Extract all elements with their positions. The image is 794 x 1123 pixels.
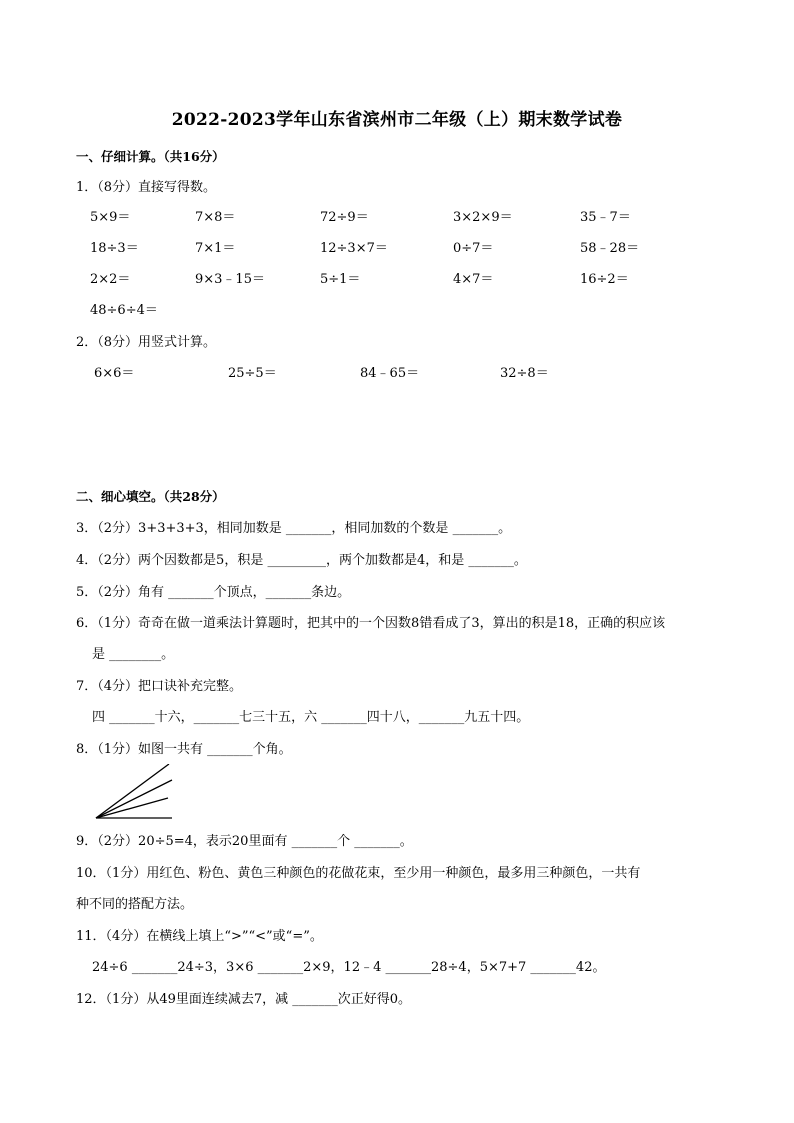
angle-ray — [96, 798, 168, 818]
question-6: 6．（1分）奇奇在做一道乘法计算题时，把其中的一个因数8错看成了3，算出的积是18，正确的积应该 — [76, 616, 666, 631]
calc-item: 35﹣7＝ — [580, 210, 631, 225]
calc-item: 58﹣28＝ — [580, 241, 640, 256]
vertical-calc-item: 25÷5＝ — [228, 366, 277, 381]
question-9: 9．（2分）20÷5=4，表示20里面有 _______个 _______。 — [76, 834, 413, 849]
calc-item: 2×2＝ — [90, 272, 131, 287]
question-7-fill: 四 _______十六，_______七三十五，六 _______四十八，_______九五十四。 — [92, 710, 530, 725]
question-1: 1．（8分）直接写得数。 — [76, 180, 217, 195]
angle-ray — [96, 780, 172, 818]
question-8: 8．（1分）如图一共有 _______个角。 — [76, 742, 292, 757]
question-11: 11．（4分）在横线上填上“>”“<”或“=”。 — [76, 929, 323, 944]
calc-item: 12÷3×7＝ — [320, 241, 388, 256]
calc-item: 9×3﹣15＝ — [195, 272, 265, 287]
angle-figure — [94, 764, 174, 822]
calc-item: 4×7＝ — [453, 272, 494, 287]
question-10: 10．（1分）用红色、粉色、黄色三种颜色的花做花束，至少用一种颜色，最多用三种颜色，一共有 — [76, 866, 641, 881]
calc-item: 7×8＝ — [195, 210, 236, 225]
question-10-continued: 种不同的搭配方法。 — [76, 897, 194, 912]
vertical-calc-item: 84﹣65＝ — [360, 366, 420, 381]
page-title: 2022-2023学年山东省滨州市二年级（上）期末数学试卷 — [171, 110, 623, 130]
section-2-heading: 二、细心填空。（共28分） — [76, 489, 225, 504]
calc-item: 48÷6÷4＝ — [90, 303, 158, 318]
calc-item: 72÷9＝ — [320, 210, 369, 225]
question-7: 7．（4分）把口诀补充完整。 — [76, 679, 243, 694]
calc-item: 16÷2＝ — [580, 272, 629, 287]
section-1-heading: 一、仔细计算。（共16分） — [76, 149, 225, 164]
calc-item: 18÷3＝ — [90, 241, 139, 256]
vertical-calc-item: 32÷8＝ — [500, 366, 549, 381]
question-3: 3．（2分）3+3+3+3，相同加数是 _______，相同加数的个数是 _______。 — [76, 521, 512, 536]
calc-item: 7×1＝ — [195, 241, 236, 256]
vertical-calc-item: 6×6＝ — [94, 366, 135, 381]
calc-item: 5÷1＝ — [320, 272, 361, 287]
question-4: 4．（2分）两个因数都是5，积是 _________，两个加数都是4，和是 _______。 — [76, 553, 527, 568]
calc-item: 3×2×9＝ — [453, 210, 513, 225]
question-2: 2．（8分）用竖式计算。 — [76, 335, 217, 350]
calc-item: 0÷7＝ — [453, 241, 494, 256]
question-6-continued: 是 ________。 — [92, 647, 175, 662]
question-12: 12．（1分）从49里面连续减去7，减 _______次正好得0。 — [76, 992, 412, 1007]
question-11-fill: 24÷6 _______24÷3，3×6 _______2×9，12﹣4 _______28÷4，5×7+7 _______42。 — [92, 960, 606, 975]
question-5: 5．（2分）角有 _______个顶点，_______条边。 — [76, 585, 351, 600]
angle-ray — [96, 764, 169, 818]
calc-item: 5×9＝ — [90, 210, 131, 225]
